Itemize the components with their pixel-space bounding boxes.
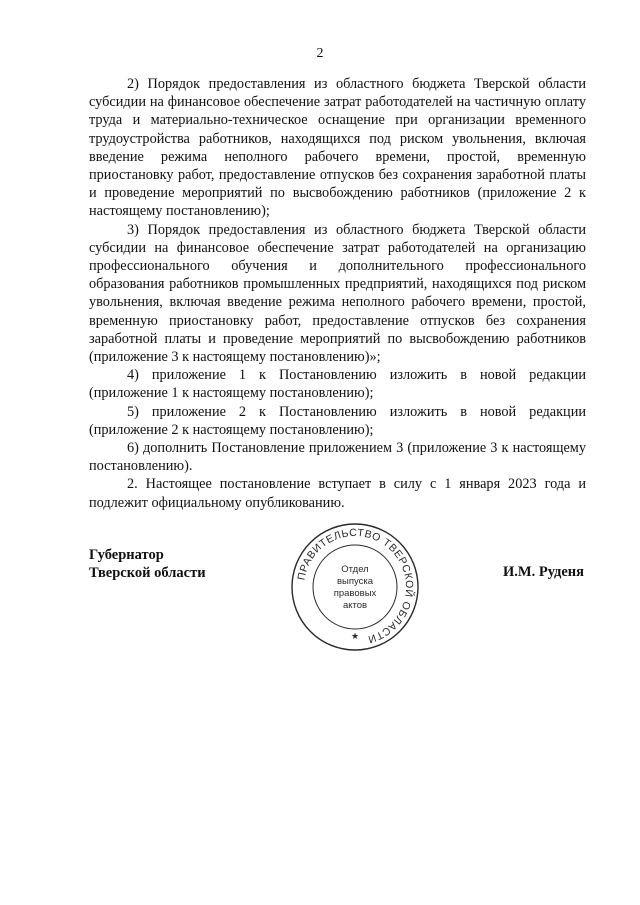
paragraph-item-3: 3) Порядок предоставления из областного бюджета Тверской области субсидии на финансовое обеспечение затрат работодателей на организацию профессионального обучения и дополнительного профессионального образования работников промышленных предприятий, находящихся под риском увольнения, включая введение режима неполного рабочего времени, простой, временную приостановку работ, предоставление отпусков без сохранения заработной платы и проведение мероприятий по высвобождению работников (приложение 3 к настоящему постановлению)»; <box>89 221 586 366</box>
paragraph-item-5: 5) приложение 2 к Постановлению изложить в новой редакции (приложение 2 к настоящему постановлению); <box>89 403 586 438</box>
signatory-title-line1: Губернатор <box>89 547 164 563</box>
stamp-line-3: правовых <box>333 588 377 599</box>
paragraph-effective-date: 2. Настоящее постановление вступает в силу с 1 января 2023 года и подлежит официальному опубликованию. <box>89 476 586 511</box>
stamp-inner-ring <box>313 545 397 629</box>
stamp-line-2: выпуска <box>336 576 374 587</box>
stamp-line-4: актов <box>342 600 368 611</box>
document-body <box>89 75 586 512</box>
page-number: 2 <box>316 46 324 61</box>
signatory-name: И.М. Руденя <box>503 564 585 580</box>
stamp-ring-text: ПРАВИТЕЛЬСТВО ТВЕРСКОЙ ОБЛАСТИ <box>295 526 416 646</box>
paragraph-item-4: 4) приложение 1 к Постановлению изложить в новой редакции (приложение 1 к настоящему постановлению); <box>89 367 586 402</box>
stamp-star-icon: ★ <box>350 631 360 641</box>
paragraph-item-6: 6) дополнить Постановление приложением 3 (приложение 3 к настоящему постановлению). <box>89 440 586 475</box>
stamp-line-1: Отдел <box>341 564 369 575</box>
signatory-title <box>89 546 206 582</box>
official-stamp <box>290 522 420 652</box>
signatory-title-line2: Тверской области <box>89 565 206 581</box>
paragraph-item-2: 2) Порядок предоставления из областного бюджета Тверской области субсидии на финансовое обеспечение затрат работодателей на частичную оплату труда и материально-техническое оснащение при организации временного трудоустройства работников, находящихся под риском увольнения, включая введение режима неполного рабочего времени, простой, временную приостановку работ, предоставление отпусков без сохранения заработной платы и проведение мероприятий по высвобождению работников (приложение 2 к настоящему постановлению); <box>89 76 586 220</box>
